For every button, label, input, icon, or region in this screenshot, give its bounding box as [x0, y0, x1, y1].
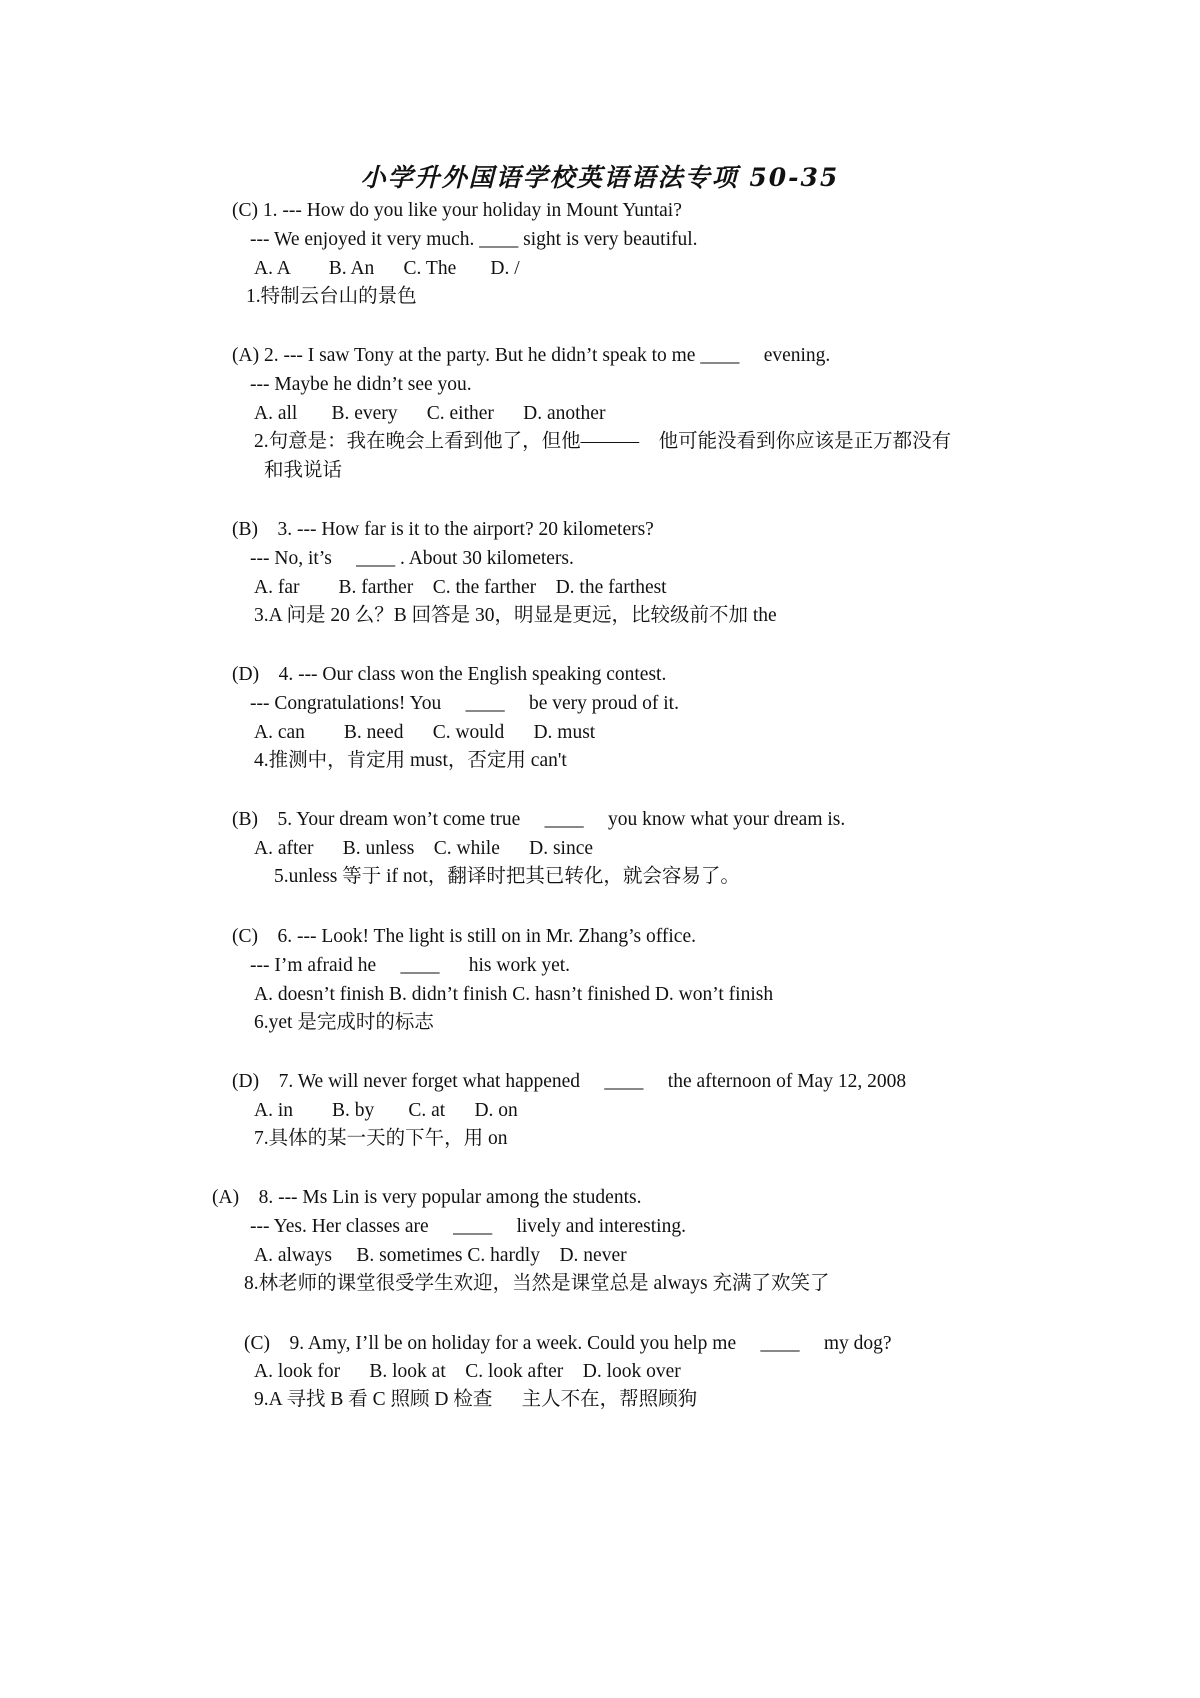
question-3-prompt: (B) 3. --- How far is it to the airport? 20 kilometers?	[232, 519, 654, 540]
question-6-reply: --- I’m afraid he ____ his work yet.	[250, 955, 571, 976]
question-1-prompt: (C) 1. --- How do you like your holiday in Mount Yuntai?	[232, 200, 682, 221]
question-2-prompt: (A) 2. --- I saw Tony at the party. But he didn’t speak to me ____ evening.	[232, 345, 831, 366]
question-3-explanation: 3.A 问是 20 么？B 回答是 30，明显是更远，比较级前不加 the	[254, 605, 777, 626]
question-4-explanation: 4.推测中，肯定用 must，否定用 can't	[254, 750, 567, 771]
question-9-prompt: (C) 9. Amy, I’ll be on holiday for a week. Could you help me ____ my dog?	[244, 1333, 892, 1354]
question-8-explanation: 8.林老师的课堂很受学生欢迎，当然是课堂总是 always 充满了欢笑了	[244, 1273, 830, 1294]
document-title: 小学升外国语学校英语语法专项 50-35	[360, 163, 840, 192]
question-7-options: A. in B. by C. at D. on	[254, 1100, 518, 1121]
question-9-options: A. look for B. look at C. look after D. look over	[254, 1361, 681, 1382]
question-1-reply: --- We enjoyed it very much. ____ sight is very beautiful.	[250, 229, 698, 250]
question-4-reply: --- Congratulations! You ____ be very proud of it.	[250, 693, 679, 714]
question-6-prompt: (C) 6. --- Look! The light is still on in Mr. Zhang’s office.	[232, 926, 696, 947]
question-8-reply: --- Yes. Her classes are ____ lively and interesting.	[250, 1216, 686, 1237]
question-3-reply: --- No, it’s ____ . About 30 kilometers.	[250, 548, 574, 569]
question-2-explanation: 2.句意是：我在晚会上看到他了，但他——— 他可能没看到你应该是正万都没有	[254, 431, 952, 452]
question-2-reply: --- Maybe he didn’t see you.	[250, 374, 472, 395]
question-6-explanation: 6.yet 是完成时的标志	[254, 1012, 434, 1033]
question-8-prompt: (A) 8. --- Ms Lin is very popular among the students.	[212, 1187, 642, 1208]
question-2-explanation-cont: 和我说话	[264, 460, 343, 481]
question-7-prompt: (D) 7. We will never forget what happened ____ the afternoon of May 12, 2008	[232, 1071, 907, 1092]
question-4-prompt: (D) 4. --- Our class won the English speaking contest.	[232, 664, 667, 685]
question-7-explanation: 7.具体的某一天的下午，用 on	[254, 1128, 508, 1149]
question-5-prompt: (B) 5. Your dream won’t come true ____ you know what your dream is.	[232, 809, 846, 830]
question-2-options: A. all B. every C. either D. another	[254, 403, 606, 424]
question-5-explanation: 5.unless 等于 if not，翻译时把其已转化，就会容易了。	[274, 866, 740, 887]
question-1-options: A. A B. An C. The D. /	[254, 258, 520, 279]
question-5-options: A. after B. unless C. while D. since	[254, 838, 594, 859]
question-8-options: A. always B. sometimes C. hardly D. never	[254, 1245, 627, 1266]
question-9-explanation: 9.A 寻找 B 看 C 照顾 D 检查 主人不在，帮照顾狗	[254, 1389, 698, 1410]
question-4-options: A. can B. need C. would D. must	[254, 722, 596, 743]
question-6-options: A. doesn’t finish B. didn’t finish C. hasn’t finished D. won’t finish	[254, 984, 774, 1005]
question-3-options: A. far B. farther C. the farther D. the farthest	[254, 577, 667, 598]
question-1-explanation: 1.特制云台山的景色	[246, 286, 417, 307]
